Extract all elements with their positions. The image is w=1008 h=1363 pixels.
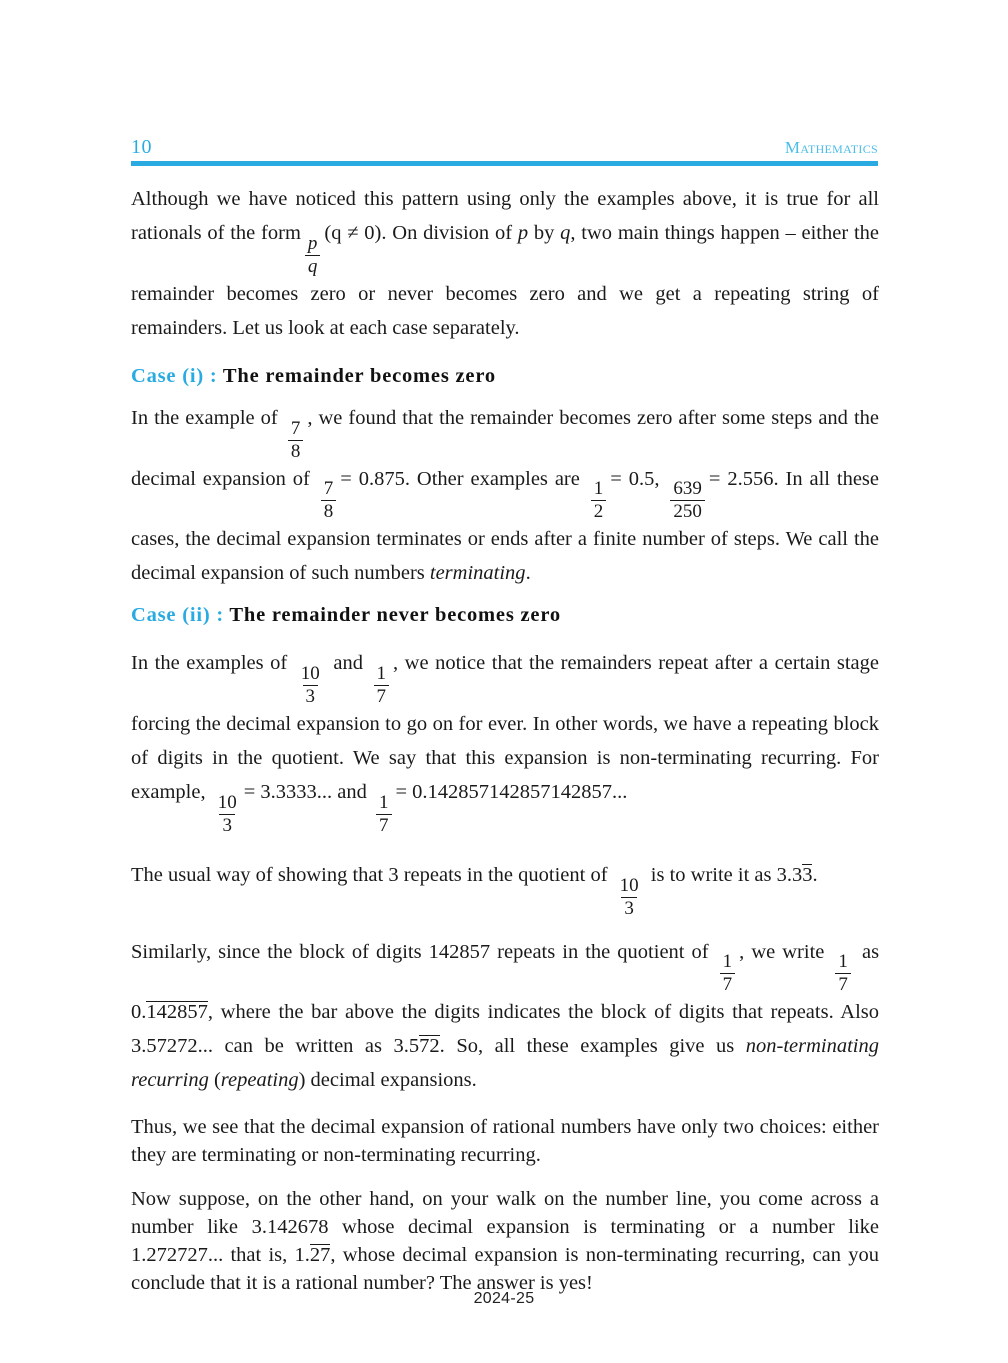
fraction-denominator: 8 bbox=[288, 440, 304, 462]
fraction-numerator: 639 bbox=[673, 478, 702, 500]
recurring-integer-part: 1. bbox=[294, 1244, 310, 1267]
fraction-numerator: 1 bbox=[838, 951, 848, 973]
paragraph-intro bbox=[131, 182, 879, 345]
paragraph-case-i bbox=[131, 401, 879, 591]
recurring-value-0point142857 bbox=[131, 1001, 208, 1023]
fraction-10-over-3-second bbox=[215, 793, 240, 836]
fraction-numerator: p bbox=[307, 232, 318, 254]
case-ii-label: Case (ii) : bbox=[131, 604, 225, 627]
recurring-overline-digits: 72 bbox=[419, 1035, 440, 1058]
term-repeating: repeating bbox=[220, 1069, 299, 1092]
fraction-1-over-7-first bbox=[374, 664, 390, 707]
fraction-denominator: 7 bbox=[374, 685, 390, 707]
case-ii-text-d: = 3.3333... and bbox=[243, 781, 367, 803]
case-i-heading bbox=[131, 361, 879, 391]
recurring-integer-part: 3.3 bbox=[776, 863, 803, 886]
bar-detail-text-b: , we write bbox=[739, 940, 825, 963]
variable-q: q bbox=[560, 222, 571, 244]
case-ii-text-e: = 0.142857142857142857... bbox=[395, 781, 628, 803]
fraction-denominator: 3 bbox=[621, 897, 637, 919]
recurring-value-1point27 bbox=[295, 1244, 331, 1266]
term-terminating: terminating bbox=[429, 562, 526, 585]
case-i-title: The remainder becomes zero bbox=[222, 364, 496, 387]
case-i-label: Case (i) : bbox=[131, 364, 218, 387]
case-i-text-f: . bbox=[525, 562, 531, 585]
term-non-terminating-recurring: non-terminating recurring bbox=[131, 1035, 880, 1092]
fraction-numerator: 1 bbox=[722, 951, 733, 973]
fraction-1-over-7-third bbox=[720, 952, 736, 995]
variable-p: p bbox=[517, 222, 529, 244]
header-subject-title: Mathematics bbox=[784, 138, 878, 157]
recurring-integer-part: 3.5 bbox=[393, 1035, 420, 1058]
bar-detail-text-c: as bbox=[861, 940, 880, 963]
page-number: 10 bbox=[131, 136, 152, 158]
fraction-numerator: 1 bbox=[379, 791, 389, 813]
fraction-numerator: 1 bbox=[593, 478, 604, 500]
recurring-value-3point3 bbox=[777, 864, 813, 886]
fraction-denominator: q bbox=[305, 255, 321, 277]
fraction-denominator: 7 bbox=[720, 973, 736, 995]
paragraph-two-choices: Thus, we see that the decimal expansion of rational numbers have only two choices: either they are terminating or non-terminating recurring. bbox=[131, 1116, 879, 1167]
recurring-overline-digits: 3 bbox=[802, 863, 813, 886]
fraction-numerator: 7 bbox=[290, 417, 301, 439]
recurring-overline-digits: 27 bbox=[309, 1244, 331, 1267]
paragraph-number-line bbox=[131, 1185, 879, 1297]
fraction-7-over-8-second bbox=[321, 479, 337, 522]
recurring-overline-digits: 142857 bbox=[146, 1001, 208, 1024]
bar-notation-text-c: . bbox=[812, 863, 818, 886]
fraction-p-over-q bbox=[305, 234, 321, 277]
para-intro-text-a: Although we have noticed this pattern using only the examples above, it is true for all rationals of the form bbox=[131, 188, 879, 244]
fraction-denominator: 7 bbox=[376, 814, 392, 836]
header-divider-rule bbox=[131, 161, 878, 166]
bar-detail-paren-open: ( bbox=[213, 1069, 221, 1092]
paragraph-bar-notation-detail bbox=[131, 935, 879, 1098]
page-content bbox=[131, 182, 879, 1297]
fraction-7-over-8-first bbox=[288, 419, 304, 462]
case-i-text-a: In the example of bbox=[131, 406, 278, 429]
fraction-denominator: 7 bbox=[835, 973, 851, 995]
header-row bbox=[131, 136, 878, 160]
fraction-denominator: 8 bbox=[321, 500, 337, 522]
case-i-text-e: = 2.556. In all these cases, the decimal expansion terminates or ends after a finite number of steps. We call the decimal expansion of such numbers bbox=[131, 467, 879, 585]
case-ii-text-c: , we notice that the remainders repeat after a certain stage forcing the decimal expansion to go on for ever. In other words, we have a repeating block of digits in the quotient. We say that this expansion is non-terminating recurring. For example, bbox=[131, 652, 879, 803]
fraction-denominator: 2 bbox=[591, 500, 607, 522]
page-header bbox=[131, 136, 878, 166]
case-i-text-c: = 0.875. Other examples are bbox=[340, 467, 580, 490]
fraction-denominator: 3 bbox=[303, 685, 319, 707]
case-i-text-d: = 0.5, bbox=[610, 467, 660, 490]
case-i-text-b: , we found that the remainder becomes zero after some steps and the decimal expansion of bbox=[131, 406, 880, 490]
bar-notation-text-a: The usual way of showing that 3 repeats in the quotient of bbox=[131, 863, 608, 886]
fraction-1-over-7-fourth bbox=[835, 952, 851, 995]
fraction-numerator: 10 bbox=[217, 791, 237, 813]
paragraph-bar-notation-intro bbox=[131, 858, 879, 919]
para-intro-text-d: , two main things happen – either the remainder becomes zero or never becomes zero and we get a repeating string of remainders. Let us look at each case separately. bbox=[131, 222, 879, 339]
fraction-denominator: 3 bbox=[219, 814, 235, 836]
case-ii-title: The remainder never becomes zero bbox=[229, 604, 561, 627]
recurring-integer-part: 0. bbox=[131, 1001, 147, 1024]
paragraph-case-ii bbox=[131, 646, 879, 836]
fraction-10-over-3-first bbox=[298, 664, 323, 707]
fraction-numerator: 7 bbox=[323, 478, 334, 500]
fraction-numerator: 10 bbox=[619, 874, 639, 896]
fraction-10-over-3-third bbox=[617, 876, 642, 919]
number-line-text-a: Now suppose, on the other hand, on your walk on the number line, you come across a number like 3.142678 whose decimal expansion is terminating or a number like 1.272727... that is, bbox=[131, 1188, 879, 1267]
footer-year: 2024-25 bbox=[473, 1290, 535, 1307]
para-intro-text-b: (q ≠ 0). On division of bbox=[324, 222, 513, 244]
number-line-text-b: , whose decimal expansion is non-terminating recurring, can you conclude that it is a rational number? The answer is yes! bbox=[131, 1244, 879, 1295]
fraction-numerator: 10 bbox=[300, 663, 320, 685]
bar-detail-text-a: Similarly, since the block of digits 142857 repeats in the quotient of bbox=[131, 940, 709, 963]
recurring-value-3point572 bbox=[394, 1035, 440, 1057]
fraction-639-over-250 bbox=[670, 479, 705, 522]
case-ii-text-b: and bbox=[333, 652, 363, 675]
fraction-1-over-7-second bbox=[376, 793, 392, 836]
bar-notation-text-b: is to write it as bbox=[650, 863, 772, 886]
para-intro-text-c: by bbox=[533, 222, 555, 244]
bar-detail-text-f: ) decimal expansions. bbox=[298, 1069, 477, 1092]
fraction-denominator: 250 bbox=[670, 500, 705, 522]
fraction-1-over-2 bbox=[591, 479, 607, 522]
bar-detail-text-e: . So, all these examples give us bbox=[439, 1035, 735, 1058]
case-ii-heading bbox=[131, 600, 879, 630]
bar-detail-text-d: , where the bar above the digits indicates the block of digits that repeats. Also 3.57272... can be written as bbox=[131, 1001, 879, 1058]
case-ii-text-a: In the examples of bbox=[131, 652, 288, 675]
fraction-numerator: 1 bbox=[376, 663, 386, 685]
page-footer bbox=[0, 1290, 1008, 1308]
